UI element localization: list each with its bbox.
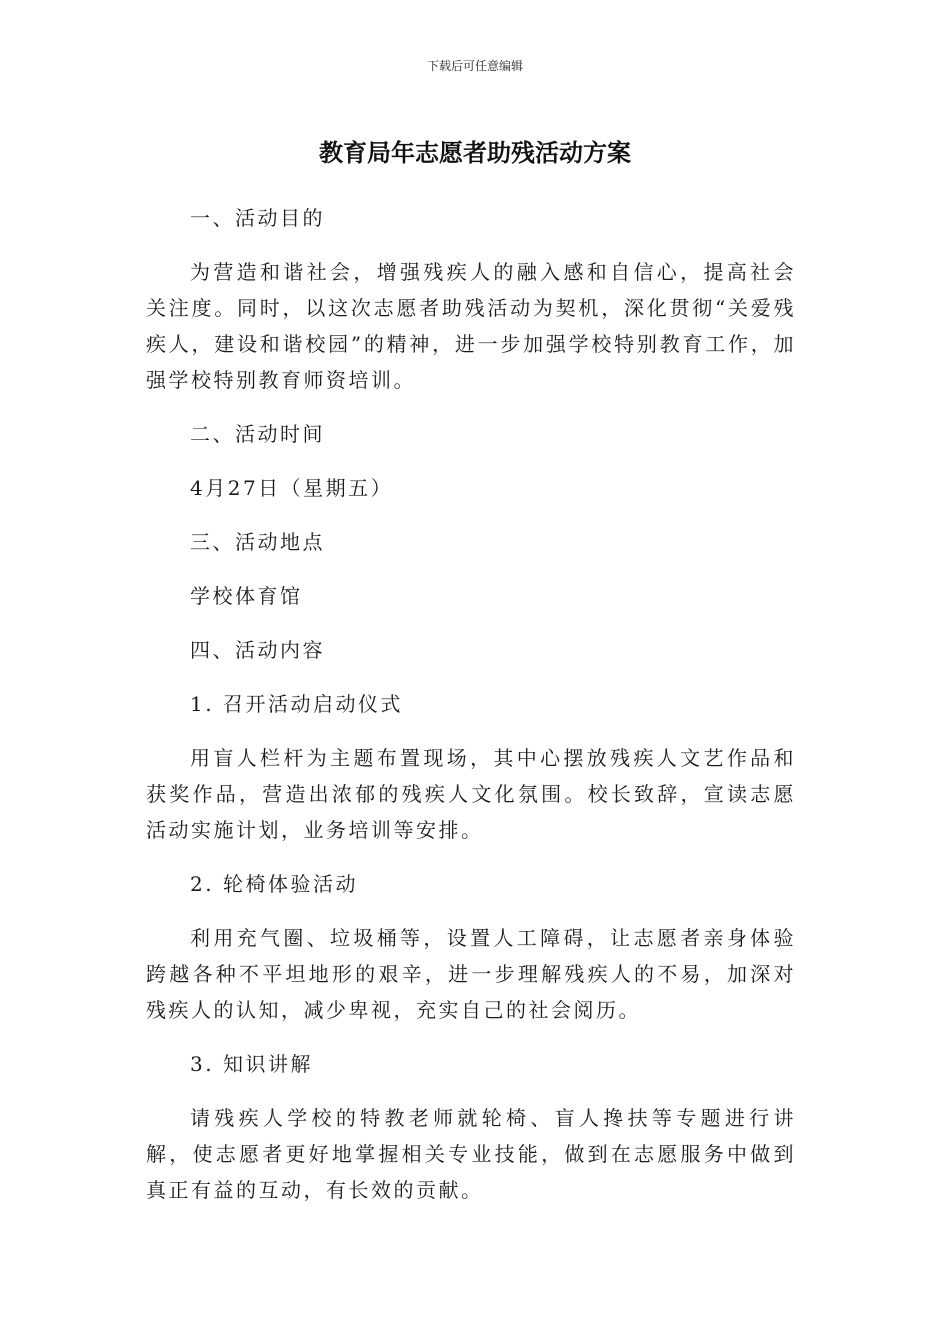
document-title: 教育局年志愿者助残活动方案	[319, 139, 631, 167]
document-body	[146, 200, 796, 1226]
item-body-wheelchair-experience: 利用充气圈、垃圾桶等，设置人工障碍，让志愿者亲身体验跨越各种不平坦地形的艰辛，进一步理解残疾人的不易，加深对残疾人的认知，减少卑视，充实自己的社会阅历。	[146, 926, 796, 1022]
item-body-knowledge-lecture: 请残疾人学校的特教老师就轮椅、盲人搀扶等专题进行讲解，使志愿者更好地掌握相关专业技能，做到在志愿服务中做到真正有益的互动，有长效的贡献。	[146, 1106, 796, 1202]
section-body-time: 4月27日（星期五）	[190, 476, 394, 500]
section-heading-time: 二、活动时间	[190, 422, 325, 446]
item-heading-launch-ceremony: 1. 召开活动启动仪式	[190, 692, 403, 716]
section-heading-location: 三、活动地点	[190, 530, 325, 554]
section-body-location: 学校体育馆	[190, 584, 303, 608]
item-heading-wheelchair-experience: 2. 轮椅体验活动	[190, 872, 358, 896]
item-body-launch-ceremony: 用盲人栏杆为主题布置现场，其中心摆放残疾人文艺作品和获奖作品，营造出浓郁的残疾人文化氛围。校长致辞，宣读志愿活动实施计划，业务培训等安排。	[146, 746, 796, 842]
item-heading-knowledge-lecture: 3. 知识讲解	[190, 1052, 313, 1076]
section-body-purpose: 为营造和谐社会，增强残疾人的融入感和自信心，提高社会关注度。同时，以这次志愿者助残活动为契机，深化贯彻“关爱残疾人，建设和谐校园”的精神，进一步加强学校特别教育工作，加强学校特别教育师资培训。	[146, 260, 796, 392]
section-heading-purpose: 一、活动目的	[190, 206, 325, 230]
header-note: 下载后可任意编辑	[426, 59, 523, 73]
section-heading-content: 四、活动内容	[190, 638, 325, 662]
